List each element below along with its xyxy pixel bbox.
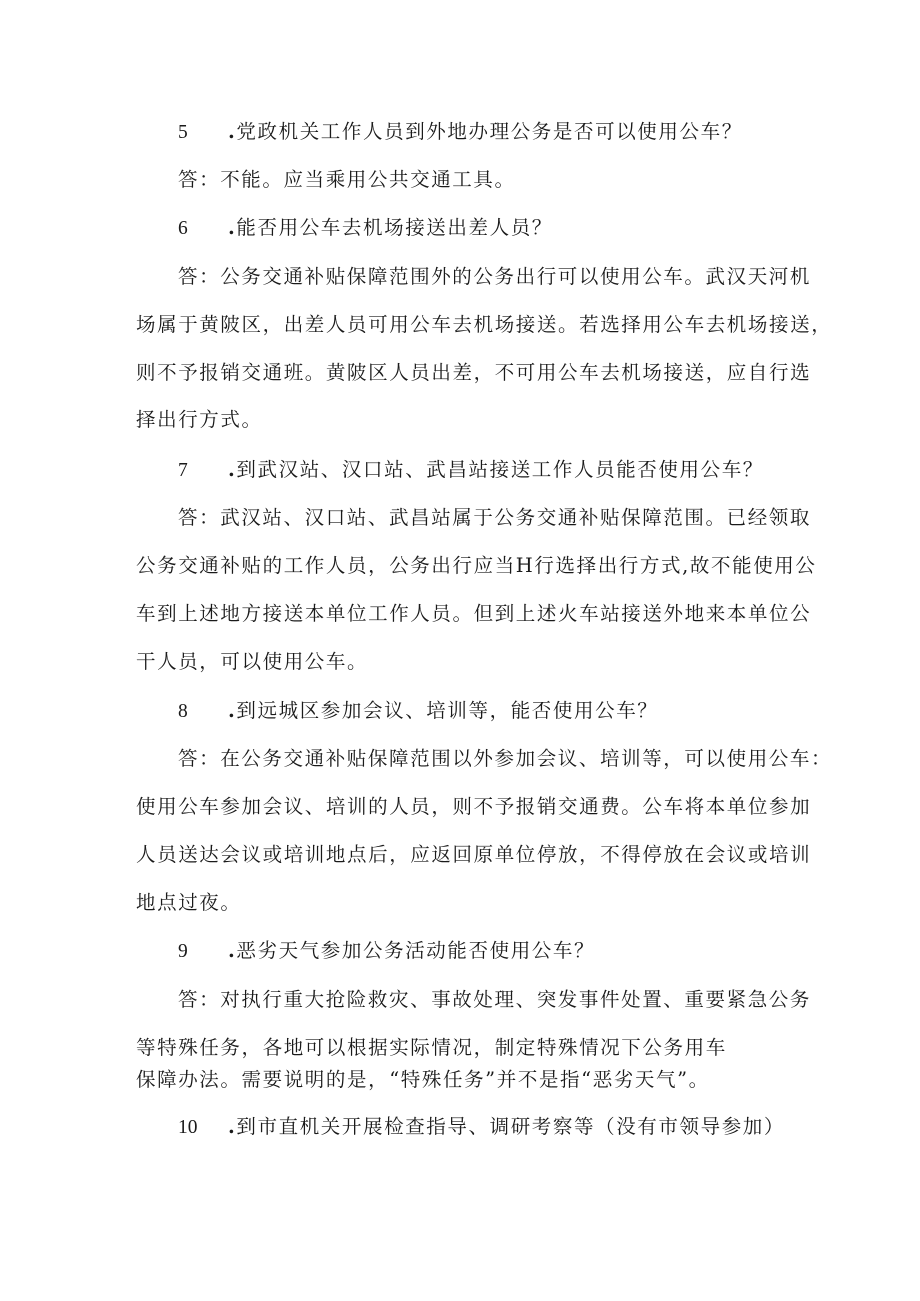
question-number: 5: [178, 122, 188, 143]
answer-8-line-2: 使用公车参加会议、培训的人员，则不予报销交通费。公车将本单位参加: [136, 795, 812, 818]
question-7: [178, 456, 764, 485]
answer-9-line-2: 等特殊任务，各地可以根据实际情况，制定特殊情况下公务用车: [136, 1036, 727, 1059]
answer-9-line-3: 保障办法。需要说明的是，“特殊任务”并不是指“恶劣天气”。: [136, 1068, 710, 1091]
question-text: 到武汉站、汉口站、武昌站接送工作人员能否使用公车？: [236, 458, 764, 481]
question-text: 恶劣天气参加公务活动能否使用公车？: [236, 939, 596, 962]
answer-7-line-4: 干人员，可以使用公车。: [136, 650, 369, 673]
answer-9-line-1: 答：对执行重大抢险救灾、事故处理、突发事件处置、重要紧急公务: [178, 988, 812, 1011]
question-number: 7: [178, 460, 188, 481]
question-5: [178, 118, 743, 147]
question-number: 10: [178, 1117, 198, 1138]
question-text: 党政机关工作人员到外地办理公务是否可以使用公车？: [236, 120, 743, 143]
answer-7-line-1: 答：武汉站、汉口站、武昌站属于公务交通补贴保障范围。已经领取: [178, 506, 812, 529]
answer-7-line-3: 车到上述地方接送本单位工作人员。但到上述火车站接送外地来本单位公: [136, 602, 812, 625]
question-10: [178, 1113, 785, 1142]
answer-8-line-1: 答：在公务交通补贴保障范围以外参加会议、培训等，可以使用公车：: [178, 747, 833, 770]
question-6: [178, 214, 553, 243]
answer-6-line-2: 场属于黄陂区，出差人员可用公车去机场接送。若选择用公车去机场接送，: [136, 313, 833, 336]
question-9: [178, 937, 595, 966]
question-number: 9: [178, 941, 188, 962]
answer-7-line-2: 公务交通补贴的工作人员，公务出行应当H行选择出行方式,故不能使用公: [136, 554, 817, 577]
answer-6-line-1: 答：公务交通补贴保障范围外的公务出行可以使用公车。武汉天河机: [178, 265, 812, 288]
answer-5-line-1: 答：不能。应当乘用公共交通工具。: [178, 168, 516, 191]
answer-8-line-4: 地点过夜。: [136, 891, 242, 914]
answer-6-line-4: 择出行方式。: [136, 408, 263, 431]
answer-8-line-3: 人员送达会议或培训地点后，应返回原单位停放，不得停放在会议或培训: [136, 843, 812, 866]
question-dot: .: [228, 939, 237, 962]
question-text: 到远城区参加会议、培训等，能否使用公车？: [236, 699, 659, 722]
question-number: 6: [178, 218, 188, 239]
question-text: 到市直机关开展检查指导、调研考察等（没有市领导参加）: [236, 1115, 785, 1138]
question-dot: .: [228, 699, 237, 722]
question-text: 能否用公车去机场接送出差人员？: [236, 216, 553, 239]
question-dot: .: [228, 120, 237, 143]
question-dot: .: [228, 458, 237, 481]
answer-6-line-3: 则不予报销交通班。黄陂区人员出差，不可用公车去机场接送，应自行选: [136, 361, 812, 384]
question-number: 8: [178, 701, 188, 722]
question-8: [178, 697, 658, 726]
question-dot: .: [228, 216, 237, 239]
question-dot: .: [228, 1115, 237, 1138]
